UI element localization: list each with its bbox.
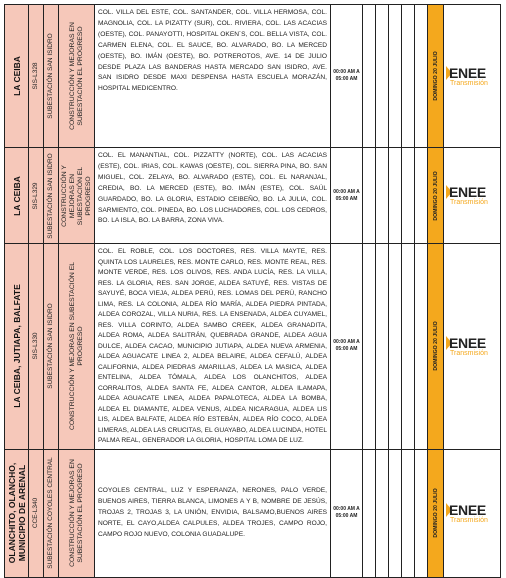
enee-logo [444,244,500,449]
time-cell [331,148,363,244]
enee-logo [444,148,500,243]
empty-cell [402,148,415,244]
logo-cell [444,449,501,577]
time-start: 00:00 AM A [333,188,360,195]
table-row [5,5,501,148]
empty-cell [363,244,376,450]
circuit-label: SIS-L330 [32,332,39,360]
logo-subtitle: Transmisión [450,516,488,524]
logo-subtitle: Transmisión [450,79,488,87]
zone-cell [5,244,29,450]
work-cell [59,244,95,450]
circuit-label: SIS-L328 [32,62,39,90]
work-cell [59,449,95,577]
work-label: CONSTRUCCIÓN Y MEJORAS EN SUBESTACIÓN EL PROGRESO [60,164,92,227]
zone-label: LA CEIBA [11,175,22,216]
date-label: DOMINGO 20 JULIO [432,51,439,101]
empty-cell [402,449,415,577]
empty-cell [415,5,428,148]
empty-cell [415,244,428,450]
date-label: DOMINGO 20 JULIO [432,321,439,371]
logo-cell [444,244,501,450]
empty-cell [363,5,376,148]
circuit-label: CCE-L340 [32,497,39,529]
work-cell [59,5,95,148]
time-cell [331,244,363,450]
circuit-cell [29,148,44,244]
substation-cell [44,244,59,450]
affected-areas-text: COL. EL ROBLE, COL. LOS DOCTORES, RES. VILLA MAYTE, RES. QUINTA LOS LAURELES, RES. MONTE CARLO, RES. MONTE REAL, RES. MONTE VERDE, RES. LOS OLIVOS, RES. ANDA LUCÍA, RES. LA VILLA, RES. LA GLORIA, RES. SAN JORGE, ALDEA SATUYÉ, RES. VISTAS DE SAYUYÉ, BOCA VIEJA, ALDEA PERÚ, RES. LOMAS DEL PERÚ, RANCHO LIMA, RES. LA COLONIA, ALDEA RÍO MARÍA, ALDEA PIEDRA PINTADA, ALDEA COROZAL, VILLA NURIA, RES. LA ENSENADA, ALDEA CUYAMEL, RES. VILLA CORINTO, ALDEA SAMBO CREEK, ALDEA GRANADITA, ALDEA ROMA, ALDEA SALITRÁN, QUEBRADA GRANDE, ALDEA AGUA DULCE, ALDEA CACAO, MUNICIPIO JUTIAPA, ALDEA NUEVA ARMENIA, ALDEA AGUACATE LINEA 2, ALDEA BELAIRE, ALDEA CEFALÚ, ALDEA CALIFORNIA, ALDEA PIEDRAS AMARILLAS, ALDEA LA MASICA, ALDEA ENTELINA, ALDEA TÓMALA, ALDEA LOS OLANCHITOS, ALDEA CORRALITOS, ALDEA SANTA FE, ALDEA CANTOR, ALDEA ILAMAPA, ALDEA AGUACATE LINEA, ALDEA PAPALOTECA, ALDEA LA BOMBA, ALDEA EL DIAMANTE, ALDEA VENUS, ALDEA NICARAGUA, ALDEA LIS LIS, ALDEA BALFATE, ALDEA RÍO ESTEBÁN, ALDEA RÍO COCO, ALDEA LIMERAS, ALDEA LAS CRUCITAS, EL GUAYABO, ALDEA LUCINDA, HOTEL PALMA REAL, GENERADOR LA GLORIA, HOSPITAL LOMA DE LUZ. [98,248,327,444]
outage-schedule-table [4,4,501,578]
zone-label: LA CEIBA, JUTIAPA, BALFATE [11,284,22,409]
zone-cell [5,449,29,577]
empty-cell [402,244,415,450]
work-cell [59,148,95,244]
circuit-cell [29,449,44,577]
date-cell [428,449,444,577]
enee-logo [444,450,500,577]
time-range [331,339,362,353]
circuit-cell [29,5,44,148]
outage-schedule-sheet [4,4,500,574]
zone-cell [5,148,29,244]
time-range [331,506,362,520]
empty-cell [402,5,415,148]
circuit-cell [29,244,44,450]
empty-cell [376,449,389,577]
affected-areas-text: COYOLES CENTRAL, LUZ Y ESPERANZA, NERONES, PALO VERDE, BUENOS AIRES, TIERRA BLANCA, LIMONES A Y B, NOMBRE DE JESÚS, TROJAS 2, TROJAS 3, LA UNIÓN, ENVIDIA, BALSAMO,BUENOS AIRES NORTE, EL CAYO,ALDEA CALPULES, ALDEA TROJES, CAMPO ROJO, CAMPO ROJO NUEVO, COLONIA GUADALUPE. [98,487,327,538]
substation-cell [44,148,59,244]
time-start: 00:00 AM A [333,506,360,512]
areas-cell [95,148,331,244]
zone-label: OLANCHITO, OLANCHO, MUNICIPIO DE ARENAL [6,462,27,564]
empty-cell [415,449,428,577]
substation-cell [44,5,59,148]
empty-cell [389,148,402,244]
affected-areas-text: COL. VILLA DEL ESTE, COL. SANTANDER, COL. VILLA HERMOSA, COL. MAGNOLIA, COL. LA PIZATTY (SUR), COL. RIVIERA, COL. LAS ACACIAS (OESTE), COL. PANAYOTTI, HOSPITAL OKEN´S, COL. BELLA VISTA, COL. CARMEN ELENA, COL. EL SAUCE, BO. ALVARADO, BO. LA MERCED (OESTE), BO. IMÁN (OESTE), BO. POTREROTOS, AVE. 14 DE JULIO DESDE PLAZA LAS BANDERAS HASTA MERCADO SAN ISIDRO, AVE. SAN ISIDRO DESDE MAXI DESPENSA HASTA ESCUELA MORAZÁN, HOSPITAL MEDICENTRO. [98,9,327,93]
work-label: CONSTRUCCIÓN Y MEJORAS EN SUBESTACIÓN EL PROGRESO [68,262,84,431]
time-end: 05:00 AM [335,195,358,202]
substation-cell [44,449,59,577]
table-row [5,244,501,450]
empty-cell [389,449,402,577]
logo-subtitle: Transmisión [450,199,488,206]
table-row [5,148,501,244]
areas-cell [95,244,331,450]
time-range [331,189,362,203]
time-end: 05:00 AM [335,346,358,353]
empty-cell [376,148,389,244]
date-label: DOMINGO 20 JULIO [432,170,439,221]
time-end: 05:00 AM [335,513,358,519]
date-label: DOMINGO 20 JULIO [432,488,439,538]
logo-word: ENEE [449,501,486,518]
areas-cell [95,449,331,577]
circuit-label: SIS-L329 [32,181,39,210]
logo-cell [444,5,501,148]
empty-cell [376,244,389,450]
substation-label: SUBESTACIÓN COYOLES CENTRAL [47,457,54,569]
empty-cell [415,148,428,244]
work-label: CONSTRUCCIÓN Y MEJORAS EN SUBESTACIÓN EL PROGRESO [68,22,84,130]
date-cell [428,244,444,450]
date-cell [428,5,444,148]
enee-logo [444,5,500,147]
table-row [5,449,501,577]
affected-areas-text: COL. EL MANANTIAL, COL. PIZZATTY (NORTE), COL. LAS ACACIAS (ESTE), COL. IRIAS, COL. KAWAS (OESTE), COL. SIERRA PINA, BO. SAN MIGUEL, COL. ZELAYA, BO. ALVARADO (ESTE), COL. EL NARANJAL, CREDIA, BO. LA MERCED (ESTE), BO. IMÁN (ESTE), COL. SAÚL GUARDADO, BO. LA GLORIA, ESTADIO CEIBEÑO, BO. LA JULIA, COL. SARMIENTO, COL. PINEDA, BO. LOS LUCHADORES, COL. LOS CEDROS, BO. LA ISLA, BO. LA BARRA, ZONA VIVA. [98,152,327,225]
time-start: 00:00 AM A [333,339,360,346]
empty-cell [389,5,402,148]
date-cell [428,148,444,244]
empty-cell [363,148,376,244]
time-start: 00:00 AM A [333,69,360,75]
areas-cell [95,5,331,148]
time-cell [331,5,363,148]
empty-cell [363,449,376,577]
empty-cell [376,5,389,148]
logo-cell [444,148,501,244]
time-cell [331,449,363,577]
logo-word: ENEE [449,64,486,81]
zone-label: LA CEIBA [11,56,22,96]
substation-label: SUBESTACIÓN SAN ISIDRO [47,152,54,239]
time-end: 05:00 AM [335,76,358,82]
logo-subtitle: Transmisión [450,349,488,357]
substation-label: SUBESTACIÓN SAN ISIDRO [47,303,54,389]
work-label: CONSTRUCCIÓN Y MEJORAS EN SUBESTACIÓN EL PROGRESO [68,459,84,567]
time-range [331,69,362,83]
zone-cell [5,5,29,148]
empty-cell [389,244,402,450]
substation-label: SUBESTACIÓN SAN ISIDRO [47,33,54,119]
logo-word: ENEE [449,334,486,351]
logo-word: ENEE [449,184,486,200]
